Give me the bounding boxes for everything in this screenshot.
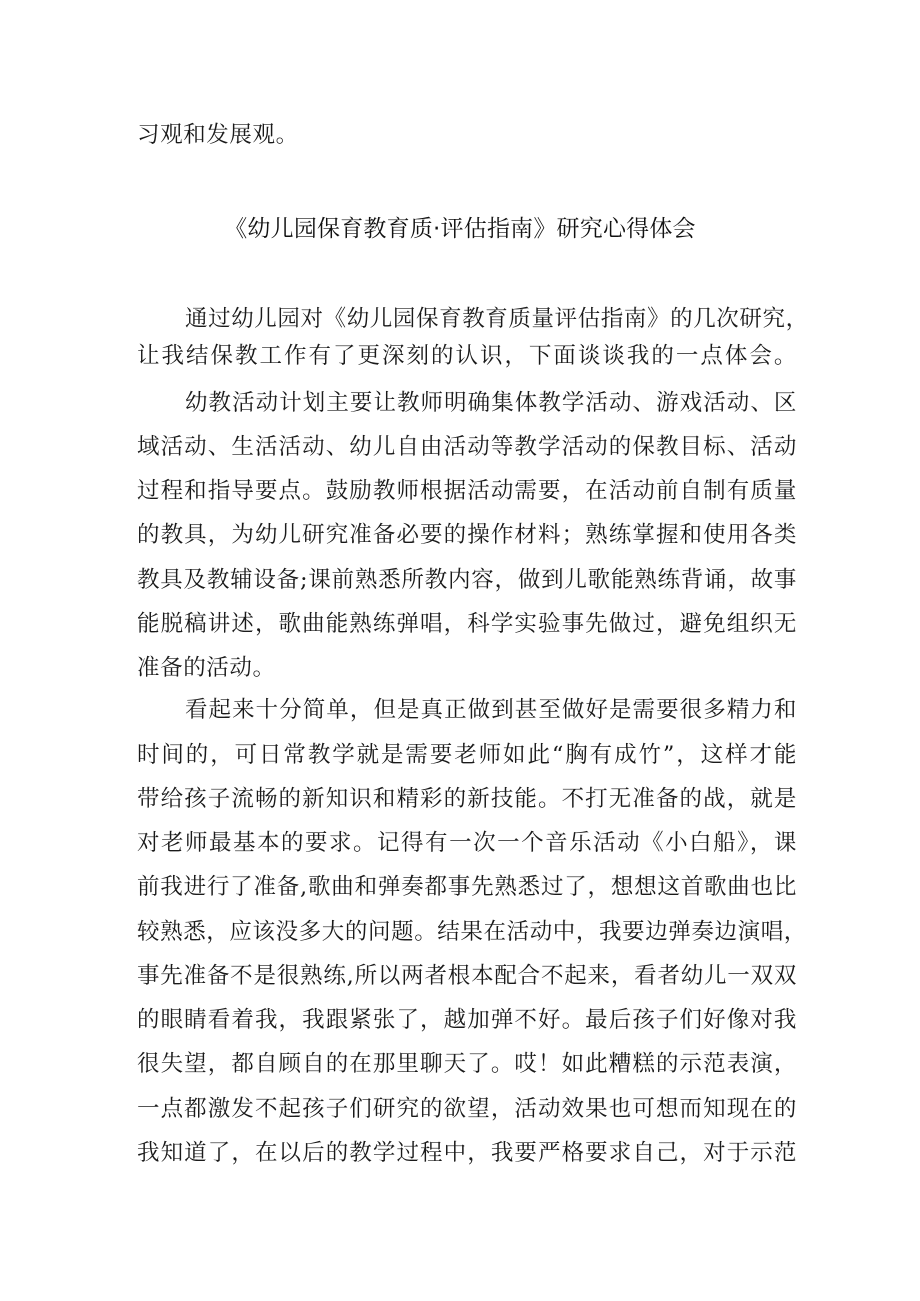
text-line: 的眼睛看着我，我跟紧张了，越加弹不好。最后孩子们好像对我 xyxy=(137,1007,797,1033)
text-line: 一点都激发不起孩子们研究的欲望，活动效果也可想而知现在的 xyxy=(137,1096,797,1122)
text-line: 我知道了，在以后的教学过程中，我要严格要求自己，对于示范 xyxy=(137,1140,797,1166)
text-line: 看起来十分简单，但是真正做到甚至做好是需要很多精力和 xyxy=(185,697,797,723)
text-line: 带给孩子流畅的新知识和精彩的新技能。不打无准备的战，就是 xyxy=(137,786,797,812)
text-line: 过程和指导要点。鼓励教师根据活动需要，在活动前自制有质量 xyxy=(137,478,797,504)
text-line: 的教具，为幼儿研究准备必要的操作材料；熟练掌握和使用各类 xyxy=(137,522,797,548)
article-title: 《幼儿园保育教育质·评估指南》研究心得体会 xyxy=(224,216,696,242)
text-line: 能脱稿讲述，歌曲能熟练弹唱，科学实验事先做过，避免组织无 xyxy=(137,611,797,637)
text-line: 时间的，可日常教学就是需要老师如此“胸有成竹”，这样才能 xyxy=(137,742,797,768)
text-line: 前我进行了准备,歌曲和弹奏都事先熟悉过了，想想这首歌曲也比 xyxy=(137,874,797,900)
text-line: 较熟悉，应该没多大的问题。结果在活动中，我要边弹奏边演唱， xyxy=(137,919,807,945)
text-line: 很失望，都自顾自的在那里聊天了。哎！如此糟糕的示范表演， xyxy=(137,1051,797,1077)
text-line: 通过幼儿园对《幼儿园保育教育质量评估指南》的几次研究， xyxy=(185,306,809,332)
text-line: 教具及教辅设备;课前熟悉所教内容，做到儿歌能熟练背诵，故事 xyxy=(137,567,797,593)
text-line: 域活动、生活活动、幼儿自由活动等教学活动的保教目标、活动 xyxy=(137,434,797,460)
text-line: 对老师最基本的要求。记得有一次一个音乐活动《小白船》，课 xyxy=(137,830,797,856)
text-line: 准备的活动。 xyxy=(137,655,276,681)
text-line: 习观和发展观。 xyxy=(137,122,299,148)
text-line: 让我结保教工作有了更深刻的认识，下面谈谈我的一点体会。 xyxy=(137,343,797,369)
text-line: 幼教活动计划主要让教师明确集体教学活动、游戏活动、区 xyxy=(185,390,797,416)
text-line: 事先准备不是很熟练,所以两者根本配合不起来，看者幼儿一双双 xyxy=(137,963,797,989)
